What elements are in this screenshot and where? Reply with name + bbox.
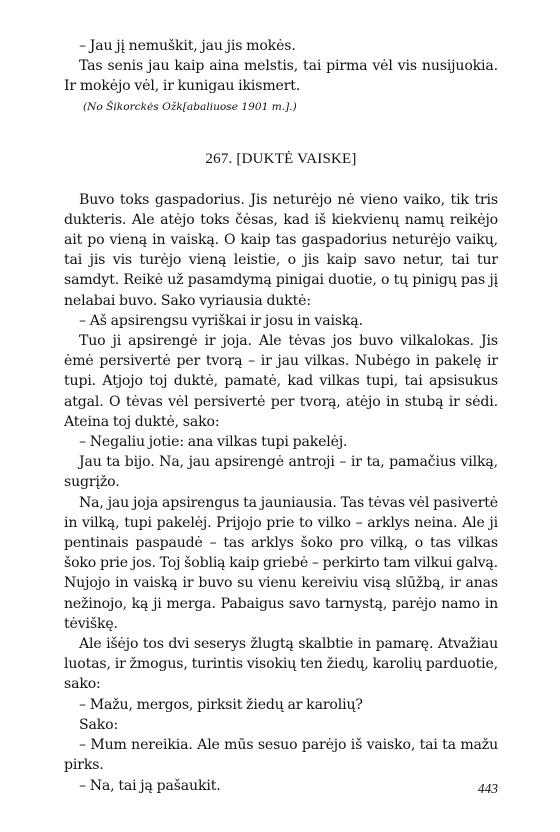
page-number: 443 xyxy=(477,781,498,796)
text-paragraph: Sako: xyxy=(79,716,119,733)
source-note: (No Šikorckės Ožk[abaliuose 1901 m.].) xyxy=(83,100,297,113)
book-page xyxy=(64,36,498,806)
text-paragraph: – Na, tai ją pašaukit. xyxy=(79,777,221,794)
text-paragraph: – Mum nereikia. Ale mūs sesuo parėjo iš vaisko, tai ta mažu pirks. xyxy=(64,737,498,774)
text-paragraph: Ale išėjo tos dvi seserys žlugtą skalbtie in pamarę. Atvažiau luotas, ir žmogus, turintis visokių ten žiedų, karolių parduotie, sako: xyxy=(64,636,498,693)
text-paragraph: Tas senis jau kaip aina melstis, tai pirma vėl vis nusijuokia. Ir mokėjo vėl, ir kunigau ikismert. xyxy=(64,58,498,95)
text-paragraph: – Mažu, mergos, pirksit žiedų ar karolių? xyxy=(79,696,363,713)
text-paragraph: Jau ta bijo. Na, jau apsirengė antroji – ir ta, pamačius vilką, sugrįžo. xyxy=(64,454,498,491)
text-paragraph: Tuo ji apsirengė ir joja. Ale tėvas jos buvo vilkalokas. Jis ėmė persivertė per tvorą – ir jau vilkas. Nubėgo in pakelę ir tupi. Atjojo toj duktė, pamatė, kad vilkas tupi, tai apsisukus atgal. O tėvas vėl persivertė per tvorą, atėjo in stubą ir sėdi. Ateina toj duktė, sako: xyxy=(64,333,498,430)
text-paragraph: Na, jau joja apsirengus ta jauniausia. Tas tėvas vėl pasivertė in vilką, tupi pakelėj. Prijojo prie to vilko – arklys neina. Ale ji pentinais paspaudė – tas arklys šoko pro vilką, o tas vilkas šoko prie jos. Toj šoblią kaip griebė – perkirto tam vilkui galvą. Nujojo in vaiską ir buvo su vienu kereiviu visą slūžbą, ir anas nežinojo, ką ji merga. Pabaigus savo tarnystą, parėjo namo in tėviškę. xyxy=(64,494,498,632)
text-paragraph: – Jau jį nemuškit, jau jis mokės. xyxy=(79,38,296,54)
text-paragraph: – Negaliu jotie: ana vilkas tupi pakelėj. xyxy=(79,434,348,451)
story-title: 267. [DUKTĖ VAISKE] xyxy=(205,150,357,167)
text-paragraph: – Aš apsirengsu vyriškai ir josu in vaiską. xyxy=(79,312,363,329)
text-paragraph: Buvo toks gaspadorius. Jis neturėjo nė vieno vaiko, tik tris dukteris. Ale atėjo toks čėsas, kad iš kiekvienų namų reikėjo ait po vieną in vaiską. O kaip tas gaspadorius neturėjo vaikų, tai jis vis turėjo vieną leistie, o jis kaip savo netur, tai tur samdyt. Reikė už pasamdymą pinigai duotie, o tų pinigų pas jį nelabai buvo. Sako vyriausia duktė: xyxy=(64,191,498,309)
